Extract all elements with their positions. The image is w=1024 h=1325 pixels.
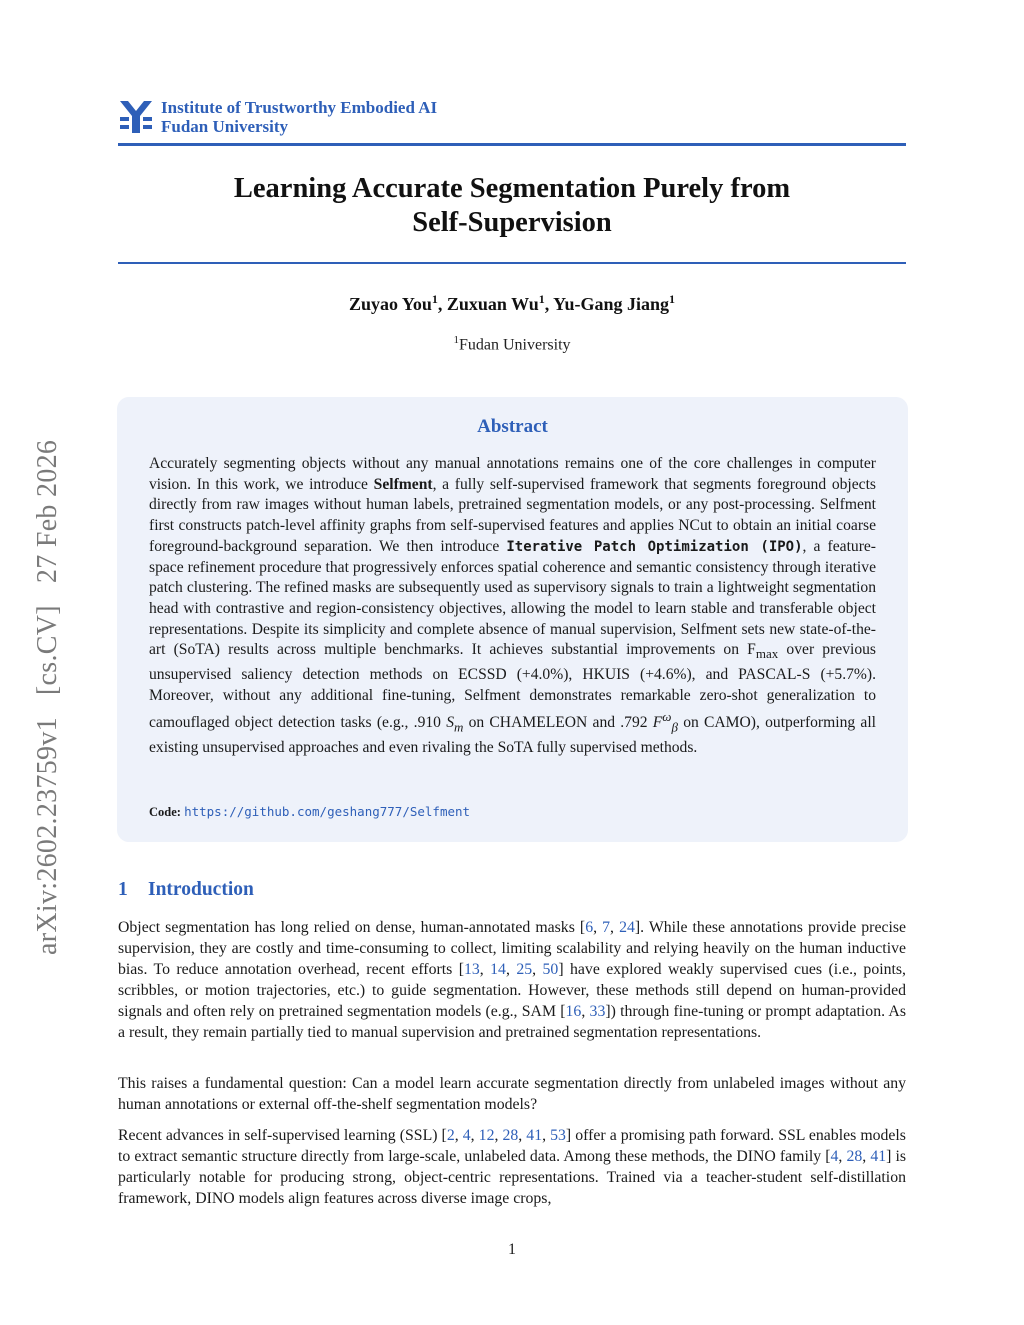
arxiv-id: arXiv:2602.23759v1 (32, 717, 63, 955)
intro-paragraph-3: Recent advances in self-supervised learning (SSL) [2, 4, 12, 28, 41, 53] offer a promising path forward. SSL enables models to extract semantic structure directly from large-scale, unlabeled data. Among these methods, the DINO family [4, 28, 41] is particularly notable for producing strong, object-centric representations. Trained via a teacher-student self-distillation framework, DINO models align features across diverse image crops, (118, 1127, 907, 1207)
section-number: 1 (118, 879, 128, 900)
f-beta-symbol: F (652, 713, 663, 731)
fmax-subscript: max (755, 646, 779, 662)
affiliation-mark: 1 (453, 334, 459, 346)
citation-link[interactable]: 7 (602, 919, 611, 936)
title-rule (118, 262, 906, 264)
university-name: Fudan University (161, 117, 289, 136)
abstract-text (149, 454, 876, 758)
author-affiliation-mark: 1 (431, 292, 438, 306)
citation-link[interactable]: 28 (502, 1127, 519, 1144)
abstract-segment: on CAMO), outperforming all existing unsupervised approaches and even rivaling the SoTA fully supervised methods. (149, 713, 876, 756)
sm-subscript: m (453, 718, 464, 734)
author-affiliation-mark: 1 (669, 292, 675, 306)
affiliation (118, 334, 906, 354)
author-name: Yu-Gang Jiang (553, 294, 669, 314)
code-label: Code: (149, 805, 181, 819)
abstract-segment: over previous unsupervised saliency detection methods on ECSSD (+4.0%), HKUIS (+4.6%), and PASCAL-S (+5.7%). Moreover, without any additional fine-tuning, Selfment demonstrates remarkable zero-shot generalization to camouflaged object detection tasks (e.g., .910 (149, 641, 876, 731)
citation-link[interactable]: 53 (550, 1127, 566, 1144)
paper-title (118, 172, 906, 240)
abstract-segment: on CHAMELEON and .792 (463, 713, 653, 731)
author-affiliation-mark: 1 (538, 292, 545, 306)
abstract-segment: , a fully self-supervised framework that segments foreground objects directly from raw images without human labels, pretrained segmentation models, or any post-processing. Selfment first constructs patch-level affinity graphs from self-supervised features and applies NCut to obtain an initial coarse foreground-background separation. We then introduce (149, 475, 876, 555)
section-heading-introduction (118, 879, 254, 901)
citation-link[interactable]: 2 (446, 1127, 455, 1144)
section-title: Introduction (148, 879, 254, 900)
code-link[interactable]: https://github.com/geshang777/Selfment (184, 804, 471, 819)
citation-link[interactable]: 14 (490, 960, 506, 978)
page-number: 1 (508, 1241, 516, 1258)
ipo-term: Iterative Patch Optimization (IPO) (506, 538, 803, 555)
arxiv-date: 27 Feb 2026 (32, 439, 63, 584)
citation-link[interactable]: 41 (526, 1127, 543, 1144)
author-name: Zuyao You (349, 294, 432, 314)
method-name: Selfment (373, 475, 433, 493)
institute-name: Institute of Trustworthy Embodied AI (161, 98, 438, 117)
citation-link[interactable]: 24 (619, 919, 635, 936)
institute-logo-icon (118, 99, 154, 135)
title-line-2: Self-Supervision (412, 207, 612, 238)
abstract-heading: Abstract (477, 416, 548, 437)
affiliation-name: Fudan University (458, 336, 571, 354)
sm-symbol: S (446, 713, 454, 731)
arxiv-category: [cs.CV] (32, 605, 63, 696)
intro-paragraph-2: This raises a fundamental question: Can a model learn accurate segmentation directly from unlabeled images without any human annotations or external off-the-shelf segmentation models? (118, 1075, 906, 1113)
citation-link[interactable]: 6 (585, 919, 594, 936)
citation-link[interactable]: 4 (830, 1147, 839, 1165)
citation-link[interactable]: 50 (542, 960, 559, 978)
abstract-segment: Accurately segmenting objects without any manual annotations remains one of the core challenges in computer vision. In this work, we introduce (149, 455, 876, 493)
f-beta-superscript: ω (662, 708, 672, 724)
author-list: Zuyao You$^1$, Zuxuan Wu$^1$, Yu-Gang Jiang$^1$ (349, 292, 675, 314)
arxiv-stamp (28, 365, 68, 955)
institute-header (161, 98, 437, 136)
citation-link[interactable]: 4 (462, 1127, 471, 1144)
citation-link[interactable]: 13 (463, 960, 480, 978)
intro-paragraph-1: Object segmentation has long relied on dense, human-annotated masks [6, 7, 24]. While these annotations provide precise supervision, they are costly and time-consuming to collect, limiting scalability and relying heavily on the human inductive bias. To reduce annotation overhead, recent efforts [13, 14, 25, 50] have explored weakly supervised cues (i.e., points, scribbles, or motion trajectories, etc.) to guide segmentation. However, these methods still depend on human-provided signals and often rely on pretrained segmentation models (e.g., SAM [16, 33]) through fine-tuning or prompt adaptation. As a result, they remain partially tied to manual supervision and pretrained segmentation representations. (118, 919, 907, 1041)
header-rule (118, 143, 906, 146)
title-line-1: Learning Accurate Segmentation Purely from (233, 173, 791, 204)
citation-link[interactable]: 28 (846, 1147, 863, 1165)
code-line (149, 804, 470, 820)
author-name: Zuxuan Wu (446, 294, 539, 314)
citation-link[interactable]: 25 (516, 960, 533, 978)
citation-link[interactable]: 41 (870, 1147, 887, 1165)
citation-link[interactable]: 33 (589, 1002, 606, 1020)
abstract-segment: , a feature-space refinement procedure that progressively enforces spatial coherence and semantic consistency through iterative patch clustering. The refined masks are subsequently used as supervisory signals to train a lightweight segmentation head with contrastive and region-consistency objectives, allowing the model to learn stable and transferable object representations. Despite its simplicity and complete absence of manual supervision, Selfment sets new state-of-the-art (SoTA) results across multiple benchmarks. It achieves substantial improvements on F (149, 537, 877, 659)
citation-link[interactable]: 16 (565, 1002, 582, 1020)
f-beta-subscript: β (671, 718, 678, 734)
citation-link[interactable]: 12 (478, 1127, 495, 1144)
